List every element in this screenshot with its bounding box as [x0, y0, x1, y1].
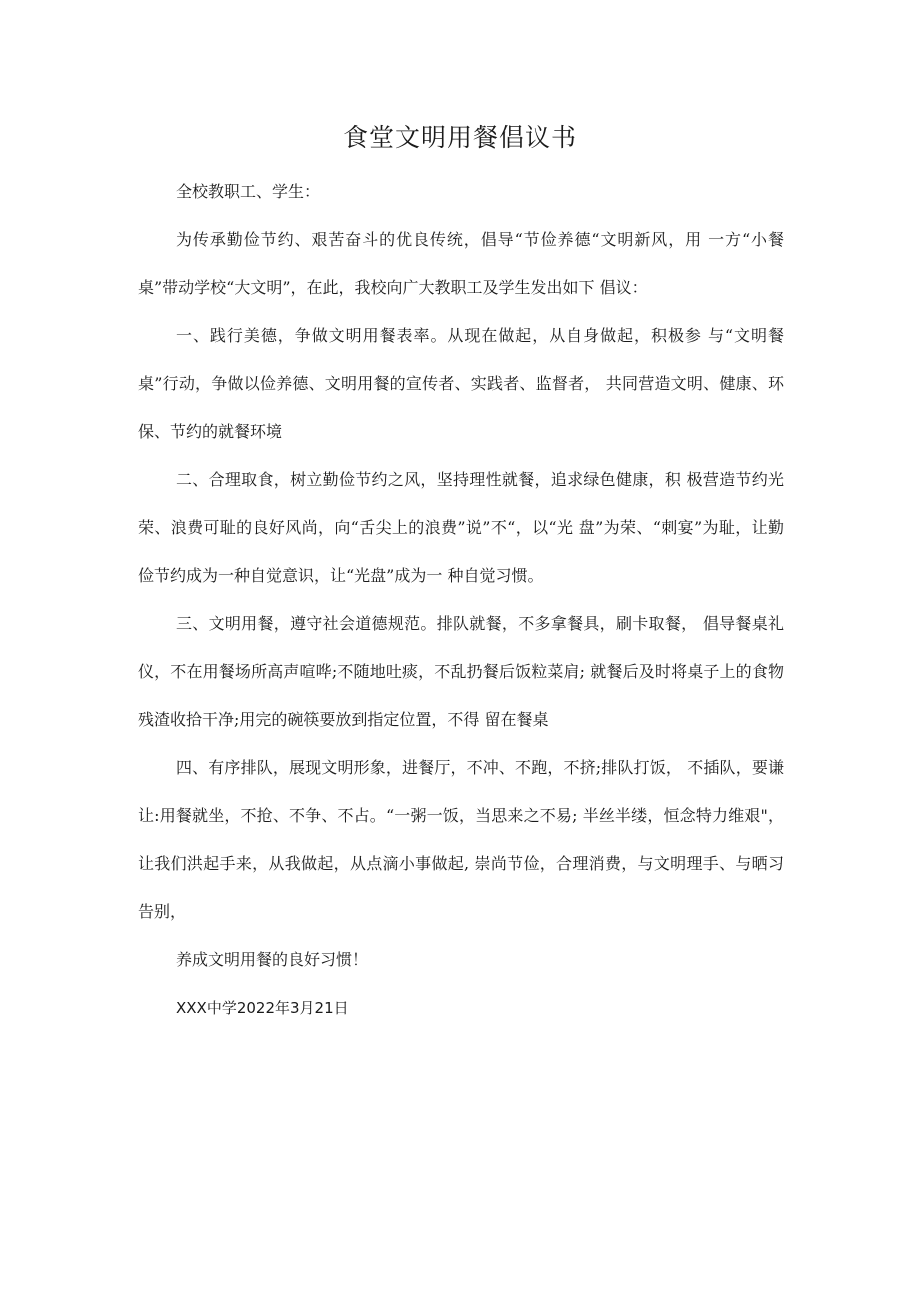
paragraph-point-1: 一、践行美德，争做文明用餐表率。从现在做起，从自身做起，积极参 与“文明餐桌”行动，争做以俭养德、文明用餐的宣传者、实践者、监督者， 共同营造文明、健康、环保、节约的就餐环境: [138, 326, 784, 441]
paragraph-point-2: 二、合理取食，树立勤俭节约之风，坚持理性就餐，追求绿色健康，积 极营造节约光荣、浪费可耻的良好风尚，向“舌尖上的浪费”说”不“，以“光 盘”为荣、“刺宴”为耻，让勤俭节约成为一种自觉意识，让“光盘”成为一 种自觉习惯。: [138, 470, 784, 585]
paragraph-point-3: 三、文明用餐，遵守社会道德规范。排队就餐，不多拿餐具，刷卡取餐， 倡导餐桌礼仪，不在用餐场所高声喧哗;不随地吐痰，不乱扔餐后饭粒菜肩; 就餐后及时将桌子上的食物残渣收拾干净;用完的碗筷要放到指定位置，不得 留在餐桌: [138, 614, 784, 729]
paragraph-intro: 为传承勤俭节约、艰苦奋斗的优良传统，倡导“节俭养德“文明新风，用 一方“小餐桌”带动学校“大文明”，在此，我校向广大教职工及学生发出如下 倡议：: [138, 230, 784, 297]
signature-date: XXX中学2022年3月21日: [176, 999, 349, 1017]
salutation: 全校教职工、学生：: [176, 182, 321, 201]
document-title: 食堂文明用餐倡议书: [342, 123, 577, 152]
document-body: [138, 168, 784, 1032]
paragraph-closing: 养成文明用餐的良好习惯！: [176, 950, 369, 969]
paragraph-point-4: 四、有序排队，展现文明形象，进餐厅，不冲、不跑，不挤;排队打饭， 不插队，要谦让:用餐就坐，不抢、不争、不占。“一粥一饭，当思来之不易; 半丝半缕，恒念特力维艰"，让我们洪起手来，从我做起，从点滴小事做起, 崇尚节俭，合理消费，与文明理手、与晒习告别，: [138, 758, 784, 921]
